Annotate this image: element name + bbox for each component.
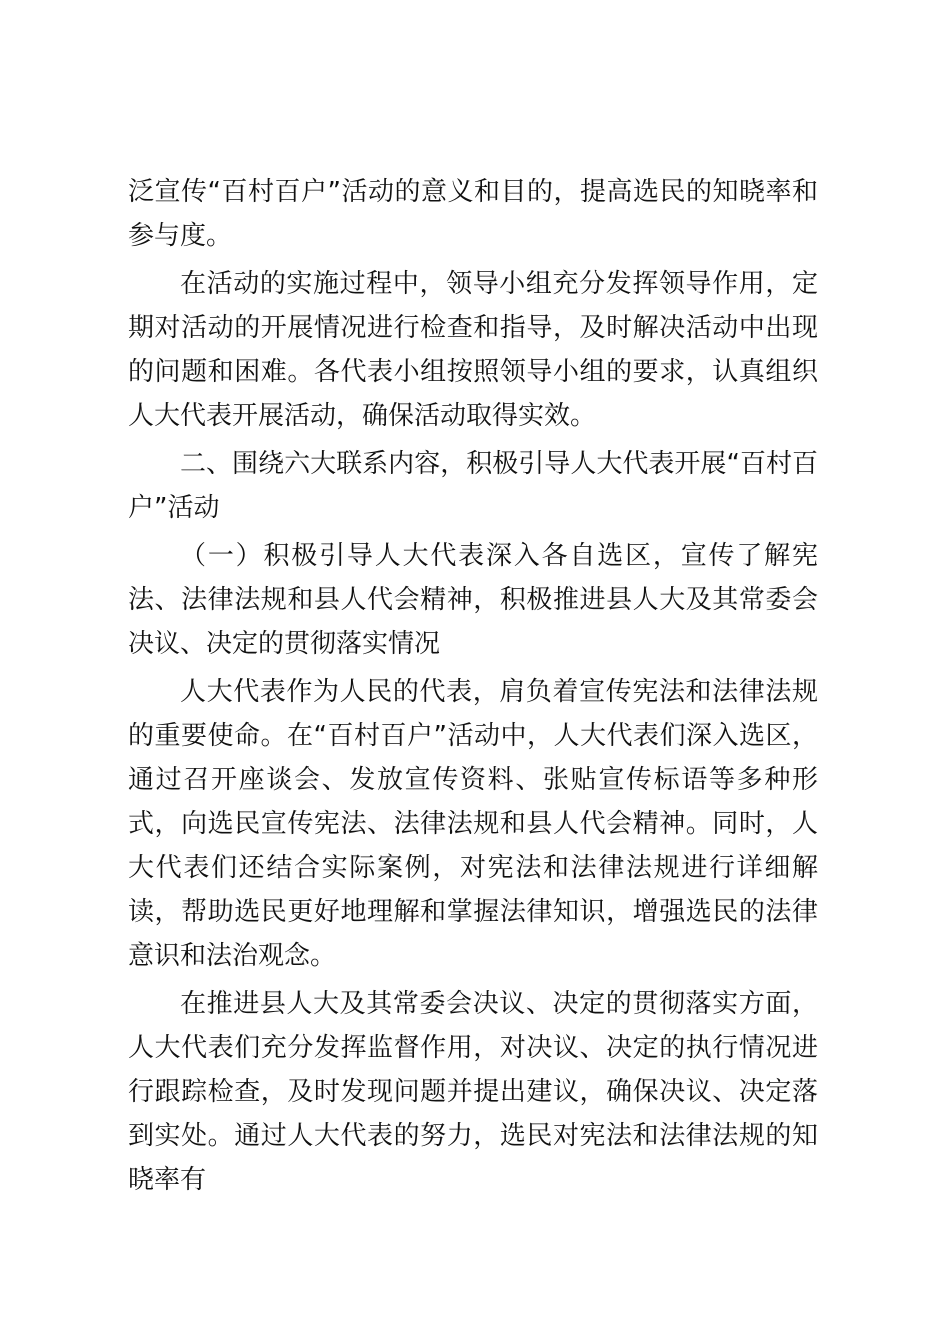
paragraph-implementation: 在活动的实施过程中，领导小组充分发挥领导作用，定期对活动的开展情况进行检查和指导，及时解决活动中出现的问题和困难。各代表小组按照领导小组的要求，认真组织人大代表开展活动，确保活动取得实效。 xyxy=(128,269,818,431)
document-body xyxy=(128,170,818,1206)
subsection-heading-1: （一）积极引导人大代表深入各自选区，宣传了解宪法、法律法规和县人代会精神，积极推进县人大及其常委会决议、决定的贯彻落实情况 xyxy=(128,541,818,659)
paragraph-supervision: 在推进县人大及其常委会决议、决定的贯彻落实方面，人大代表们充分发挥监督作用，对决议、决定的执行情况进行跟踪检查，及时发现问题并提出建议，确保决议、决定落到实处。通过人大代表的努力，选民对宪法和法律法规的知晓率有 xyxy=(128,989,818,1195)
paragraph-continuation: 泛宣传“百村百户”活动的意义和目的，提高选民的知晓率和参与度。 xyxy=(128,177,818,251)
paragraph-representatives-mission: 人大代表作为人民的代表，肩负着宣传宪法和法律法规的重要使命。在“百村百户”活动中，人大代表们深入选区，通过召开座谈会、发放宣传资料、张贴宣传标语等多种形式，向选民宣传宪法、法律法规和县人代会精神。同时，人大代表们还结合实际案例，对宪法和法律法规进行详细解读，帮助选民更好地理解和掌握法律知识，增强选民的法律意识和法治观念。 xyxy=(128,677,818,971)
section-heading-2: 二、围绕六大联系内容，积极引导人大代表开展“百村百户”活动 xyxy=(128,449,818,523)
